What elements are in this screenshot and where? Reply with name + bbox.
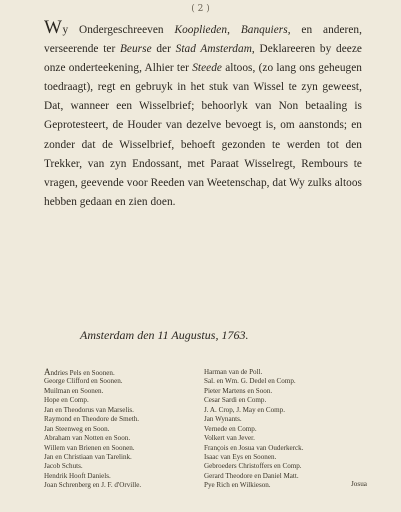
declaration-keyword-5: Steede: [192, 62, 222, 75]
signatory-name: Volkert van Jever.: [204, 434, 255, 443]
catchword: Josua: [351, 480, 367, 488]
signatory-name: Hendrik Hooft Daniels.: [44, 471, 111, 480]
declaration-text-3: , en anderen, verseerende ter: [44, 24, 363, 56]
declaration-keyword-2: Banquiers: [240, 24, 288, 36]
declaration-text-1: y Ondergeschreeven: [62, 24, 175, 36]
signatory-name: J. A. Crop, J. May en Comp.: [204, 405, 285, 414]
signatory-name: Pye Rich en Wilkieson.: [204, 481, 271, 490]
declaration-paragraph: [44, 17, 363, 212]
signatories-right-column: [204, 368, 303, 491]
signatory-name: François en Josua van Ouderkerck.: [204, 443, 304, 452]
signatory-name: Joan Schrenberg en J. F. d'Orville.: [44, 481, 142, 490]
signatory-name: Pieter Martens en Soon.: [204, 386, 273, 395]
drop-cap: W: [44, 17, 63, 38]
signatory-name: Willem van Brienen en Soonen.: [44, 443, 135, 452]
signatory-name: Hope en Comp.: [44, 396, 89, 405]
dateline: Amsterdam den 11 Augustus, 1763.: [80, 328, 249, 342]
signatory-name: Raymond en Theodore de Smeth.: [44, 415, 140, 424]
signatory-name: Andries Pels en Soonen.: [44, 367, 115, 377]
signatory-name: Jan en Theodorus van Marselis.: [44, 405, 134, 414]
signatory-name: Gerard Theodore en Daniel Matt.: [204, 471, 299, 480]
declaration-keyword-1: Kooplieden: [174, 24, 228, 36]
signatory-name: Jacob Schuts.: [44, 462, 83, 471]
declaration-text-5: , Deklareeren by deeze onze onderteekening, Alhier ter: [44, 43, 362, 75]
signatory-name: Jan Wynants.: [204, 415, 242, 424]
page-folio: ( 2 ): [191, 4, 210, 14]
signatories-left-column: [44, 368, 141, 491]
signatory-name: Harman van de Poll.: [204, 368, 263, 376]
declaration-keyword-4: Stad Amsterdam: [175, 43, 252, 56]
signatory-name: Sal. en Wm. G. Dedel en Comp.: [204, 377, 296, 386]
declaration-text-2: ,: [227, 24, 241, 36]
signatory-name: George Clifford en Soonen.: [44, 377, 123, 386]
signatory-name: Vernede en Comp.: [204, 424, 257, 433]
declaration-text-4: der: [151, 43, 176, 56]
signatory-name: Muilman en Soonen.: [44, 386, 104, 395]
signatory-name: Gebroeders Christoffers en Comp.: [204, 462, 302, 471]
declaration-text-6: altoos, (zo lang ons geheugen toedraagt), regt en gebruyk in het stuk van Wissel te zyn geweest, Dat, wanneer een Wisselbrief; behoorlyk van Non betaaling is Geprotesteert, de Houder van dezelve bevoegt is, om aanstonds; en zonder dat de Wisselbrief, behoeft gezonden te werden tot den Trekker, van zyn Endossant, met Paraat Wisselregt, Rembours te vragen, geevende voor Reeden van Weetenschap, dat Wy zulks altoos hebben gedaan en zien doen.: [44, 62, 362, 208]
signatory-name: Cesar Sardi en Comp.: [204, 396, 267, 405]
signatory-name: Jan en Christiaan van Tarelink.: [44, 452, 132, 461]
signatory-name: Jan Steenweg en Soon.: [44, 424, 110, 433]
declaration-keyword-3: Beurse: [119, 43, 152, 56]
signatory-name: Isaac van Eys en Soonen.: [204, 452, 277, 461]
signatory-name: Abraham van Notten en Soon.: [44, 434, 131, 443]
